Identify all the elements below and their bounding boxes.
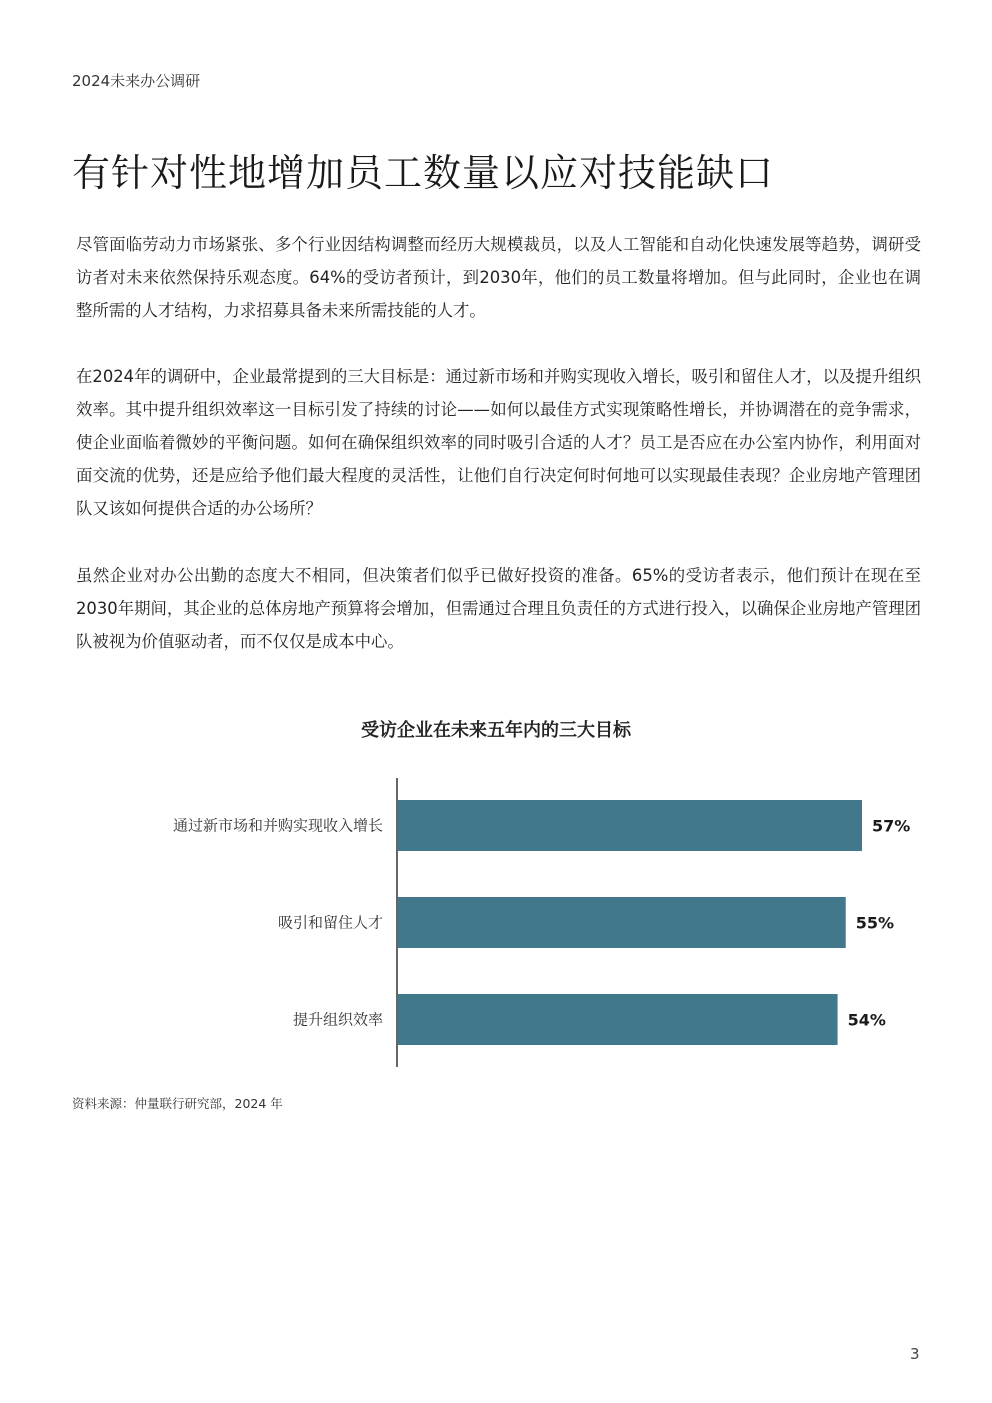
- chart-bar-1: [398, 800, 862, 851]
- chart-bar-3: [398, 994, 838, 1045]
- source-note: 资料来源：仲量联行研究部，2024 年: [72, 1096, 283, 1111]
- chart-category-label-1: 通过新市场和并购实现收入增长: [172, 816, 383, 835]
- chart-category-label-2: 吸引和留住人才: [277, 913, 383, 932]
- page-title: 有针对性地增加员工数量以应对技能缺口: [72, 151, 775, 195]
- goals-bar-chart: [0, 700, 992, 1080]
- chart-value-label-2: 55%: [855, 913, 895, 933]
- report-header: 2024未来办公调研: [72, 72, 201, 90]
- chart-category-label-3: 提升组织效率: [292, 1010, 383, 1029]
- page-number: 3: [910, 1345, 920, 1363]
- chart-plot: [0, 700, 992, 1080]
- chart-value-label-3: 54%: [847, 1010, 886, 1030]
- body-paragraph-3: 虽然企业对办公出勤的态度大不相同，但决策者们似乎已做好投资的准备。65%的受访者表示，他们预计在现在至2030年期间，其企业的总体房地产预算将会增加，但需通过合理且负责任的方式进行投入，以确保企业房地产管理团队被视为价值驱动者，而不仅仅是成本中心。: [76, 566, 921, 651]
- chart-value-label-1: 57%: [872, 816, 911, 836]
- body-paragraph-1: 尽管面临劳动力市场紧张、多个行业因结构调整而经历大规模裁员，以及人工智能和自动化快速发展等趋势，调研受访者对未来依然保持乐观态度。64%的受访者预计，到2030年，他们的员工数量将增加。但与此同时，企业也在调整所需的人才结构，力求招募具备未来所需技能的人才。: [76, 235, 921, 320]
- body-paragraph-2: 在2024年的调研中，企业最常提到的三大目标是：通过新市场和并购实现收入增长，吸引和留住人才，以及提升组织效率。其中提升组织效率这一目标引发了持续的讨论——如何以最佳方式实现策略性增长，并协调潜在的竞争需求，使企业面临着微妙的平衡问题。如何在确保组织效率的同时吸引合适的人才？员工是否应在办公室内协作，利用面对面交流的优势，还是应给予他们最大程度的灵活性，让他们自行决定何时何地可以实现最佳表现？企业房地产管理团队又该如何提供合适的办公场所？: [76, 367, 921, 518]
- chart-bar-2: [398, 897, 846, 948]
- chart-title: 受访企业在未来五年内的三大目标: [361, 720, 631, 741]
